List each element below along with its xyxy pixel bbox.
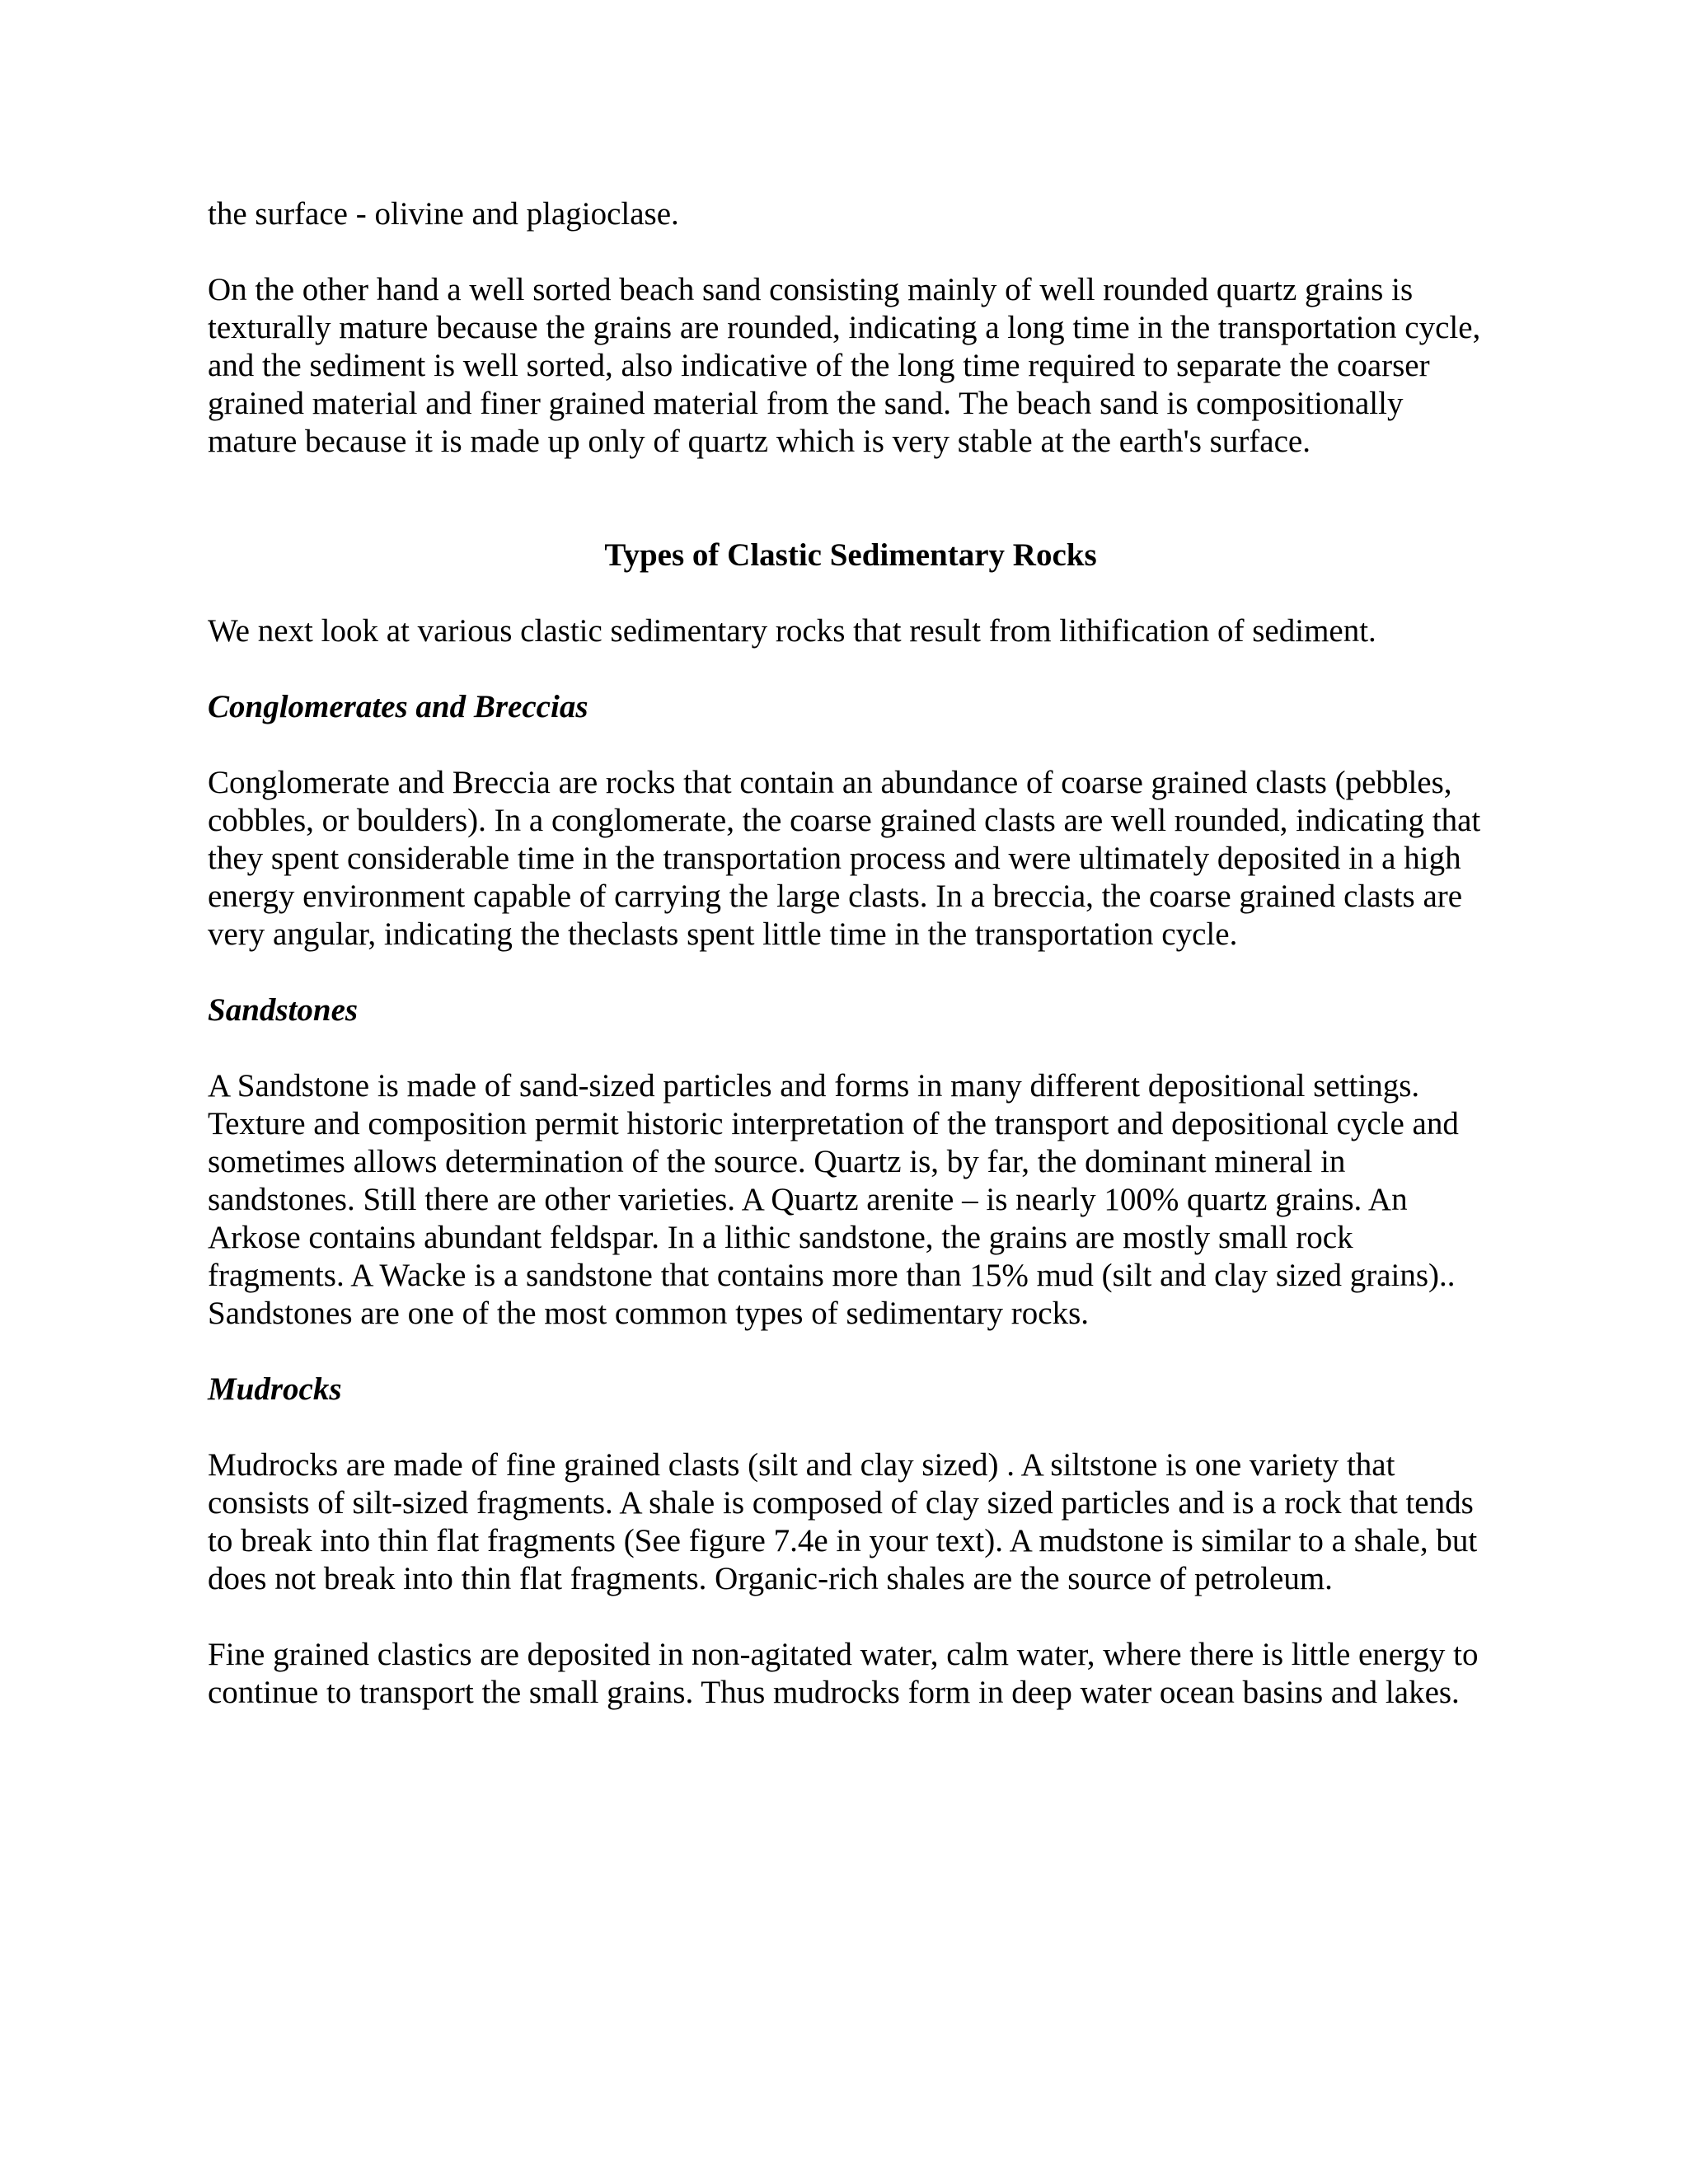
section-title: Types of Clastic Sedimentary Rocks: [604, 537, 1097, 573]
fine-grained-paragraph: Fine grained clastics are deposited in non-agitated water, calm water, where there is little energy to continue to transport the small grains. Thus mudrocks form in deep water ocean basins and lakes.: [208, 1637, 1479, 1710]
sandstones-heading: Sandstones: [208, 992, 359, 1028]
conglomerates-heading: Conglomerates and Breccias: [208, 689, 588, 724]
document-body: [208, 195, 1493, 1750]
mudrocks-paragraph: Mudrocks are made of fine grained clasts (silt and clay sized) . A siltstone is one variety that consists of silt-sized fragments. A shale is composed of clay sized particles and is a rock that tends to break into thin flat fragments (See figure 7.4e in your text). A mudstone is similar to a shale, but does not break into thin flat fragments. Organic-rich shales are the source of petroleum.: [208, 1447, 1478, 1596]
sandstones-paragraph: A Sandstone is made of sand-sized particles and forms in many different depositional settings. Texture and composition permit historic interpretation of the transport and depositional cycle and sometimes allows determination of the source. Quartz is, by far, the dominant mineral in sandstones. Still there are other varieties. A Quartz arenite – is nearly 100% quartz grains. An Arkose contains abundant feldspar. In a lithic sandstone, the grains are mostly small rock fragments. A Wacke is a sandstone that contains more than 15% mud (silt and clay sized grains).. Sandstones are one of the most common types of sedimentary rocks.: [208, 1068, 1459, 1331]
conglomerates-paragraph: Conglomerate and Breccia are rocks that contain an abundance of coarse grained clasts (pebbles, cobbles, or boulders). In a conglomerate, the coarse grained clasts are well rounded, indicating that they spent considerable time in the transportation process and were ultimately deposited in a high energy environment capable of carrying the large clasts. In a breccia, the coarse grained clasts are very angular, indicating the theclasts spent little time in the transportation cycle.: [208, 765, 1481, 952]
overview-paragraph: We next look at various clastic sedimentary rocks that result from lithification of sediment.: [208, 613, 1376, 649]
intro-paragraph: the surface - olivine and plagioclase.: [208, 196, 679, 232]
beach-sand-paragraph: On the other hand a well sorted beach sand consisting mainly of well rounded quartz grains is texturally mature because the grains are rounded, indicating a long time in the transportation cycle, and the sediment is well sorted, also indicative of the long time required to separate the coarser grained material and finer grained material from the sand. The beach sand is compositionally mature because it is made up only of quartz which is very stable at the earth's surface.: [208, 272, 1481, 459]
mudrocks-heading: Mudrocks: [208, 1371, 342, 1407]
spacer: [208, 499, 1493, 537]
